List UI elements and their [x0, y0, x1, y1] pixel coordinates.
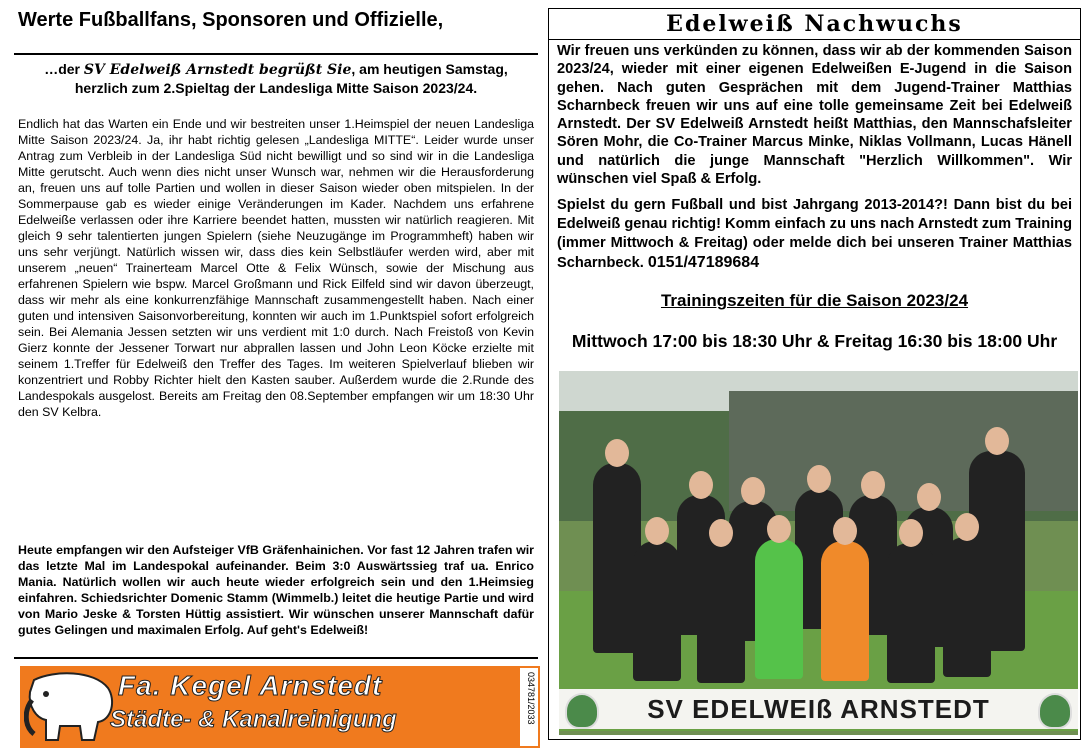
- left-column: [14, 6, 538, 741]
- youth-paragraph-2-text: Spielst du gern Fußball und bist Jahrgang 2013-2014?! Dann bist du bei Edelweiß genau richtig! Komm einfach zu uns nach Arnstedt zum Training (immer Mittwoch & Freitag) oder melde dich bei unseren Trainer Matthias Scharnbeck.: [557, 197, 1072, 272]
- bottom-rule: [14, 657, 538, 659]
- greeting: [14, 60, 538, 97]
- greeting-rest: , am heutigen Samstag,: [351, 61, 508, 77]
- training-times: Mittwoch 17:00 bis 18:30 Uhr & Freitag 16:30 bis 18:00 Uhr: [571, 331, 1058, 352]
- sponsor-ad: [20, 666, 540, 748]
- team-person: [755, 539, 803, 679]
- greeting-club: SV Edelweiß Arnstedt begrüßt Sie: [83, 62, 352, 78]
- team-person: [697, 543, 745, 683]
- training-subheading: Trainingszeiten für die Saison 2023/24: [660, 291, 969, 311]
- title-rule: [14, 53, 538, 55]
- team-person: [633, 541, 681, 681]
- page-title: Werte Fußballfans, Sponsoren und Offizielle,: [18, 9, 444, 31]
- elephant-icon: [24, 670, 116, 744]
- greeting-prefix: …der: [44, 61, 84, 77]
- ad-company: Fa. Kegel Arnstedt: [118, 670, 383, 701]
- team-photo: [559, 371, 1078, 735]
- photo-banner: [559, 689, 1078, 729]
- youth-paragraph-1: Wir freuen uns verkünden zu können, dass wir ab der kommenden Saison 2023/24, wieder mit einer eigenen Edelweißen E-Jugend in die Saison gehen. Nach guten Gesprächen mit dem Jugend-Trainer Matthias Scharnbeck freuen wir uns auf eine tolle gemeinsame Zeit bei Edelweiß Arnstedt. Der SV Edelweiß Arnstedt heißt Matthias, den Mannschafsleiter Sören Mohr, die Co-Trainer Marcus Minke, Niklas Vollmann, Lucas Hänell und natürlich die junge Mannschaft "Herzlich Willkommen". Wir wünschen viel Spaß & Erfolg.: [557, 43, 1072, 188]
- youth-phone: 0151/47189684: [647, 254, 760, 272]
- ad-phone: 034781/2033: [520, 668, 538, 746]
- youth-section: [548, 8, 1081, 740]
- team-person: [943, 537, 991, 677]
- ad-service: Städte- & Kanalreinigung: [110, 706, 397, 733]
- team-person: [821, 541, 869, 681]
- youth-title: Edelweiß Nachwuchs: [549, 9, 1080, 40]
- article-paragraph-2: Heute empfangen wir den Aufsteiger VfB Gräfenhainichen. Vor fast 12 Jahren trafen wir das letzte Mal im Landespokal aufeinander. Beim 3:0 Auswärtssieg traf ua. Enrico Mania. Natürlich wollen wir auch heute wieder erfolgreich sein und den 1.Heimsieg einfahren. Schiedsrichter Domenic Stamm (Wimmelb.) leitet die heutige Partie und wird von Mario Jeske & Torsten Hüttig assistiert. Wir wünschen unserer Mannschaft dafür gutes Gelingen und maximalen Erfolg. Auf geht's Edelweiß!: [18, 543, 534, 637]
- photo-banner-text: SV EDELWEIß ARNSTEDT: [647, 694, 990, 724]
- team-person: [887, 543, 935, 683]
- greeting-line2: herzlich zum 2.Spieltag der Landesliga Mitte Saison 2023/24.: [74, 80, 478, 96]
- youth-paragraph-2: [557, 196, 1072, 273]
- club-crest-icon: [1038, 693, 1072, 729]
- article-paragraph-1: Endlich hat das Warten ein Ende und wir bestreiten unser 1.Heimspiel der neuen Landesliga Mitte Saison 2023/24. Ja, ihr habt richtig gelesen „Landesliga MITTE“. Leider wurde unser Antrag zum Verbleib in der Landesliga Süd nicht bewilligt und so sind wir in die Landesliga Mitte gerutscht. Auch wenn dies nicht unser Wunsch war, nehmen wir die Herausforderung an, freuen uns auf tolle Partien und wollen in dieser Saison wieder oben mitspielen. In der Sommerpause gab es wieder einige Veränderungen im Kader. Nachdem uns erfahrene Edelweiße verlassen oder ihre Karriere beendet hatten, mussten wir natürlich reagieren. Mit gleich 9 sehr talentierten jungen Spielern (siehe Neuzugänge im Programmheft) haben wir uns sehr verjüngt. Natürlich wissen wir, dass dies kein Selbstläufer werden wird, aber mit unserem „neuen“ Trainerteam Marcel Otte & Felix Wünsch, sowie der Mischung aus erfahrenen Spielern wie bspw. Marcel Großmann und Rick Eilfeld sind wir davon überzeugt, dass wir mehr als eine konkurrenzfähige Mannschaft zusammengestellt haben. Nach einer guten und intensiven Saisonvorbereitung, konnten wir auch im 1.Punktspiel sofort erfolgreich sein. Bei Alemania Jessen setzten wir uns verdient mit 1:0 durch. Nach Freistoß von Kevin Gierz konnte der Jessener Torwart nur abprallen lassen und John Leon Köcke erzielte mit seinem 1.Treffer für Edelweiß den Treffer des Tages. Im weiteren Spielverlauf blieben wir konzentriert und Robby Richter hielt den Kasten sauber. Außerdem wurde die 2.Runde des Landespokals ausgelost. Bereits am Freitag den 08.September empfangen wir um 18:30 Uhr den SV Kelbra.: [18, 117, 534, 419]
